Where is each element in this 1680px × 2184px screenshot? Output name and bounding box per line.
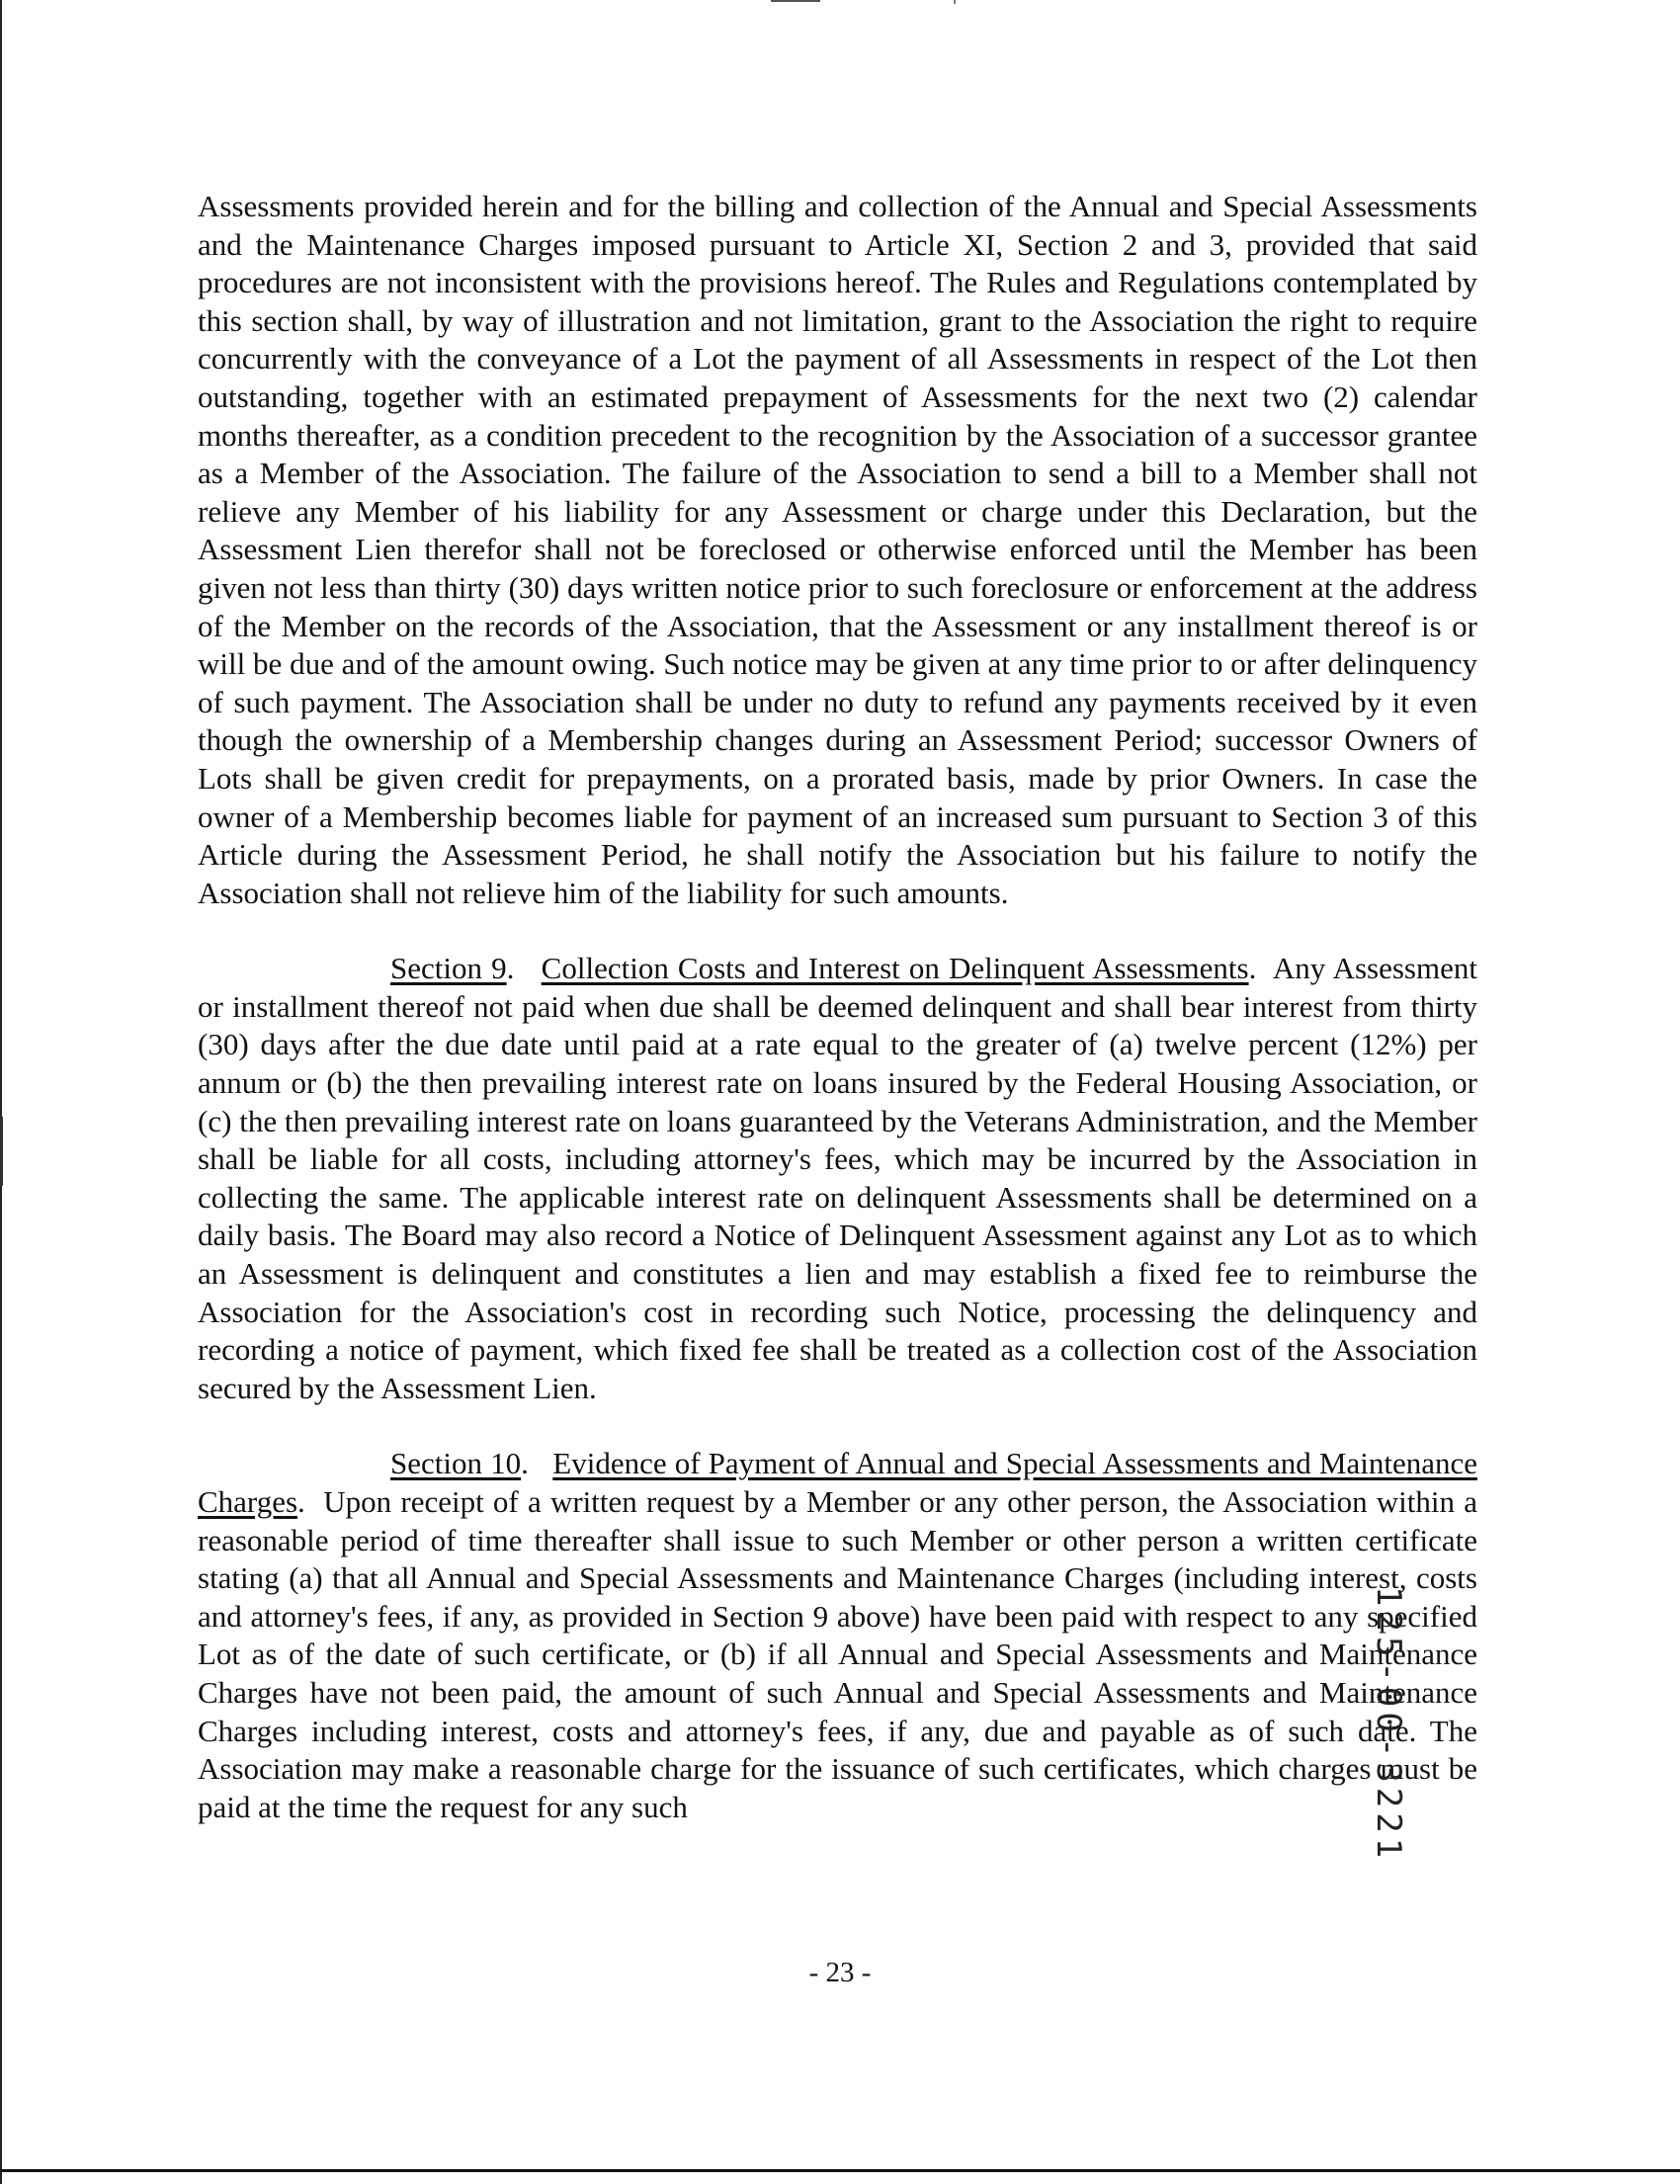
scan-mark bbox=[0, 1117, 3, 1186]
page-number: - 23 - bbox=[808, 1957, 872, 1988]
opening-paragraph: Assessments provided herein and for the billing and collection of the Annual and Special Assessments and the Maintenance Charges imposed pursuant to Article XI, Section 2 and 3, provided that said procedures are not inconsistent with the provisions hereof. The Rules and Regulations contemplated by this section shall, by way of illustration and not limitation, grant to the Association the right to require concurrently with the conveyance of a Lot the payment of all Assessments in respect of the Lot then outstanding, together with an estimated prepayment of Assessments for the next two (2) calendar months thereafter, as a condition precedent to the recognition by the Association of a successor grantee as a Member of the Association. The failure of the Association to send a bill to a Member shall not relieve any Member of his liability for any Assessment or charge under this Declaration, but the Assessment Lien therefor shall not be foreclosed or otherwise enforced until the Member has been given not less than thirty (30) days written notice prior to such foreclosure or enforcement at the address of the Member on the records of the Association, that the Assessment or any installment thereof is or will be due and of the amount owing. Such notice may be given at any time prior to or after delinquency of such payment. The Association shall be under no duty to refund any payments received by it even though the ownership of a Membership changes during an Assessment Period; successor Owners of Lots shall be given credit for prepayments, on a prorated basis, made by prior Owners. In case the owner of a Membership becomes liable for payment of an increased sum pursuant to Section 3 of this Article during the Assessment Period, he shall notify the Association but his failure to notify the Association shall not relieve him of the liability for such amounts. bbox=[198, 189, 1477, 910]
section-10-number: Section 10 bbox=[390, 1446, 522, 1481]
section-9-number: Section 9 bbox=[390, 951, 507, 986]
side-document-stamp: 125-00-3221 bbox=[1369, 1586, 1408, 1864]
section-10-paragraph: Section 10. Evidence of Payment of Annual and Special Assessments and Maintenance Charges. Upon receipt of a written request by a Member or any other person, the Association within a reasonable period of time thereafter shall issue to such Member or other person a written certificate stating (a) that all Annual and Special Assessments and Maintenance Charges (including interest, costs and attorney's fees, if any, as provided in Section 9 above) have been paid with respect to any specified Lot as of the date of such certificate, or (b) if all Annual and Special Assessments and Maintenance Charges have not been paid, the amount of such Annual and Special Assessments and Maintenance Charges including interest, costs and attorney's fees, if any, due and payable as of such date. The Association may make a reasonable charge for the issuance of such certificates, which charges must be paid at the time the request for any such bbox=[198, 1446, 1478, 1824]
document-body bbox=[198, 188, 1477, 1826]
scan-mark bbox=[954, 0, 956, 4]
section-9-heading: Collection Costs and Interest on Delinquent Assessments bbox=[541, 951, 1249, 986]
section-9-body: Any Assessment or installment thereof not paid when due shall be deemed delinquent and shall bear interest from thirty (30) days after the due date until paid at a rate equal to the greater of (a) twelve percent (12%) per annum or (b) the then prevailing interest rate on loans insured by the Federal Housing Association, or (c) the then prevailing interest rate on loans guaranteed by the Veterans Administration, and the Member shall be liable for all costs, including attorney's fees, which may be incurred by the Association in collecting the same. The applicable interest rate on delinquent Assessments shall be determined on a daily basis. The Board may also record a Notice of Delinquent Assessment against any Lot as to which an Assessment is delinquent and constitutes a lien and may establish a fixed fee to reimburse the Association for the Association's cost in recording such Notice, processing the delinquency and recording a notice of payment, which fixed fee shall be treated as a collection cost of the Association secured by the Assessment Lien. bbox=[198, 951, 1477, 1405]
page-bottom-rule bbox=[0, 2169, 1680, 2172]
section-10-heading: Evidence of Payment of Annual and Special Assessments and Maintenance Charges bbox=[198, 1446, 1477, 1519]
scan-mark bbox=[771, 0, 820, 2]
section-9-paragraph: Section 9. Collection Costs and Interest on Delinquent Assessments. Any Assessment or installment thereof not paid when due shall be deemed delinquent and shall bear interest from thirty (30) days after the due date until paid at a rate equal to the greater of (a) twelve percent (12%) per annum or (b) the then prevailing interest rate on loans insured by the Federal Housing Association, or (c) the then prevailing interest rate on loans guaranteed by the Veterans Administration, and the Member shall be liable for all costs, including attorney's fees, which may be incurred by the Association in collecting the same. The applicable interest rate on delinquent Assessments shall be determined on a daily basis. The Board may also record a Notice of Delinquent Assessment against any Lot as to which an Assessment is delinquent and constitutes a lien and may establish a fixed fee to reimburse the Association for the Association's cost in recording such Notice, processing the delinquency and recording a notice of payment, which fixed fee shall be treated as a collection cost of the Association secured by the Assessment Lien. bbox=[198, 951, 1477, 1405]
section-10-body: Upon receipt of a written request by a Member or any other person, the Association within a reasonable period of time thereafter shall issue to such Member or other person a written certificate stating (a) that all Annual and Special Assessments and Maintenance Charges (including interest, costs and attorney's fees, if any, as provided in Section 9 above) have been paid with respect to any specified Lot as of the date of such certificate, or (b) if all Annual and Special Assessments and Maintenance Charges have not been paid, the amount of such Annual and Special Assessments and Maintenance Charges including interest, costs and attorney's fees, if any, due and payable as of such date. The Association may make a reasonable charge for the issuance of such certificates, which charges must be paid at the time the request for any such bbox=[198, 1484, 1478, 1824]
